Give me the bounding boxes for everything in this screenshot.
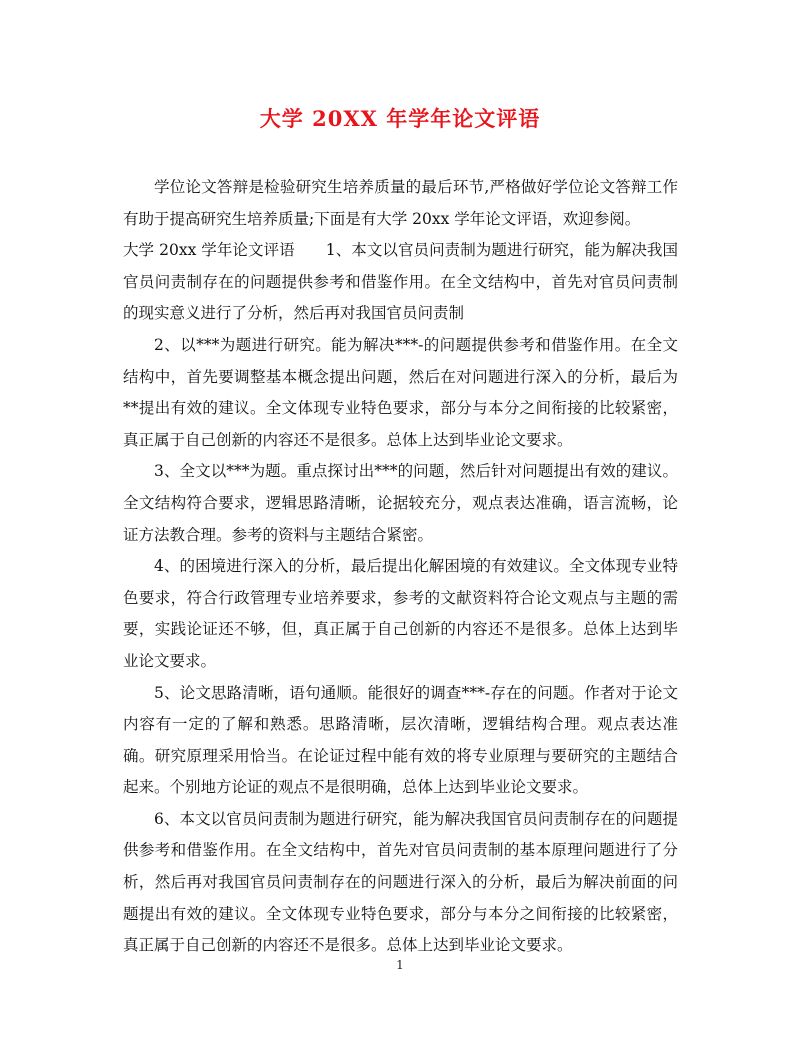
- intro-paragraph: 学位论文答辩是检验研究生培养质量的最后环节,严格做好学位论文答辩工作有助于提高研究生培养质量;下面是有大学 20xx 学年论文评语，欢迎参阅。: [123, 178, 678, 228]
- document-body: [123, 172, 678, 962]
- subheading-paragraph: 大学 20xx 学年论文评语 1、本文以官员问责制为题进行研究，能为解决我国官员问责制存在的问题提供参考和借鉴作用。在全文结构中，首先对官员问责制的现实意义进行了分析，然后再对我国官员问责制: [123, 241, 678, 323]
- page-number: 1: [396, 958, 404, 972]
- comment-paragraph-4: 4、的困境进行深入的分析，最后提出化解困境的有效建议。全文体现专业特色要求，符合行政管理专业培养要求，参考的文献资料符合论文观点与主题的需要，实践论证还不够，但，真正属于自己创新的内容还不是很多。总体上达到毕业论文要求。: [123, 557, 678, 670]
- document-title: 大学 20XX 年学年论文评语: [259, 106, 541, 131]
- comment-paragraph-6: 6、本文以官员问责制为题进行研究，能为解决我国官员问责制存在的问题提供参考和借鉴作用。在全文结构中，首先对官员问责制的基本原理问题进行了分析，然后再对我国官员问责制存在的问题进行深入的分析，最后为解决前面的问题提出有效的建议。全文体现专业特色要求，部分与本分之间衔接的比较紧密，真正属于自己创新的内容还不是很多。总体上达到毕业论文要求。: [123, 809, 678, 955]
- comment-paragraph-3: 3、全文以***为题。重点探讨出***的问题，然后针对问题提出有效的建议。全文结构符合要求，逻辑思路清晰，论据较充分，观点表达准确，语言流畅，论证方法教合理。参考的资料与主题结合紧密。: [123, 462, 678, 544]
- comment-paragraph-5: 5、论文思路清晰，语句通顺。能很好的调查***-存在的问题。作者对于论文内容有一定的了解和熟悉。思路清晰，层次清晰，逻辑结构合理。观点表达准确。研究原理采用恰当。在论证过程中能有效的将专业原理与要研究的主题结合起来。个别地方论证的观点不是很明确，总体上达到毕业论文要求。: [123, 683, 678, 797]
- comment-paragraph-2: 2、以***为题进行研究。能为解决***-的问题提供参考和借鉴作用。在全文结构中，首先要调整基本概念提出问题，然后在对问题进行深入的分析，最后为**提出有效的建议。全文体现专业特色要求，部分与本分之间衔接的比较紧密，真正属于自己创新的内容还不是很多。总体上达到毕业论文要求。: [123, 335, 678, 449]
